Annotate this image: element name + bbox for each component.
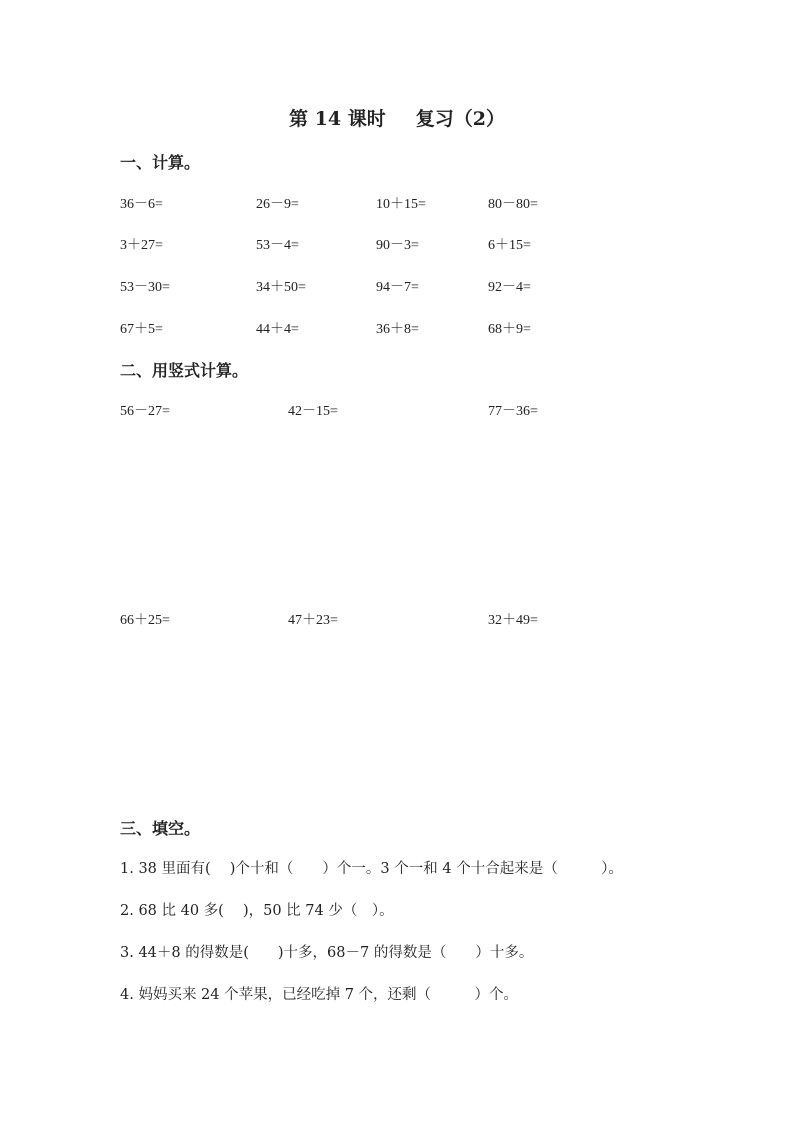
calc-problem: 34＋50=	[256, 280, 306, 295]
lesson-topic: 复习（2）	[415, 108, 505, 130]
calc-problem: 67＋5=	[120, 322, 163, 337]
section-heading-vertical-calculation: 二、用竖式计算。	[120, 361, 249, 380]
calc-problem: 3＋27=	[120, 238, 163, 253]
vertical-problem: 32＋49=	[488, 613, 538, 628]
page-title	[0, 104, 794, 131]
fill-blank-item: 2. 68 比 40 多( )，50 比 74 少（ ）。	[120, 903, 394, 919]
vertical-problem: 77－36=	[488, 404, 538, 419]
fill-blank-item: 3. 44＋8 的得数是( )十多，68－7 的得数是（ ）十多。	[120, 945, 534, 961]
calc-problem: 36＋8=	[376, 322, 419, 337]
calc-problem: 94－7=	[376, 280, 419, 295]
vertical-problem: 66＋25=	[120, 613, 170, 628]
calc-problem: 53－30=	[120, 280, 170, 295]
calc-problem: 10＋15=	[376, 197, 426, 212]
vertical-problem: 56－27=	[120, 404, 170, 419]
lesson-number: 第 14 课时	[289, 108, 386, 130]
section-heading-calculation: 一、计算。	[120, 153, 201, 172]
calc-problem: 53－4=	[256, 238, 299, 253]
calc-problem: 26－9=	[256, 197, 299, 212]
fill-blank-item: 4. 妈妈买来 24 个苹果，已经吃掉 7 个，还剩（ ）个。	[120, 987, 519, 1003]
calc-problem: 44＋4=	[256, 322, 299, 337]
section-heading-fill-blank: 三、填空。	[120, 819, 201, 838]
calc-problem: 68＋9=	[488, 322, 531, 337]
calc-problem: 36－6=	[120, 197, 163, 212]
vertical-problem: 47＋23=	[288, 613, 338, 628]
calc-problem: 80－80=	[488, 197, 538, 212]
fill-blank-item: 1. 38 里面有( )个十和（ ）个一。3 个一和 4 个十合起来是（ ）。	[120, 861, 623, 877]
calc-problem: 92－4=	[488, 280, 531, 295]
vertical-problem: 42－15=	[288, 404, 338, 419]
calc-problem: 90－3=	[376, 238, 419, 253]
calc-problem: 6＋15=	[488, 238, 531, 253]
